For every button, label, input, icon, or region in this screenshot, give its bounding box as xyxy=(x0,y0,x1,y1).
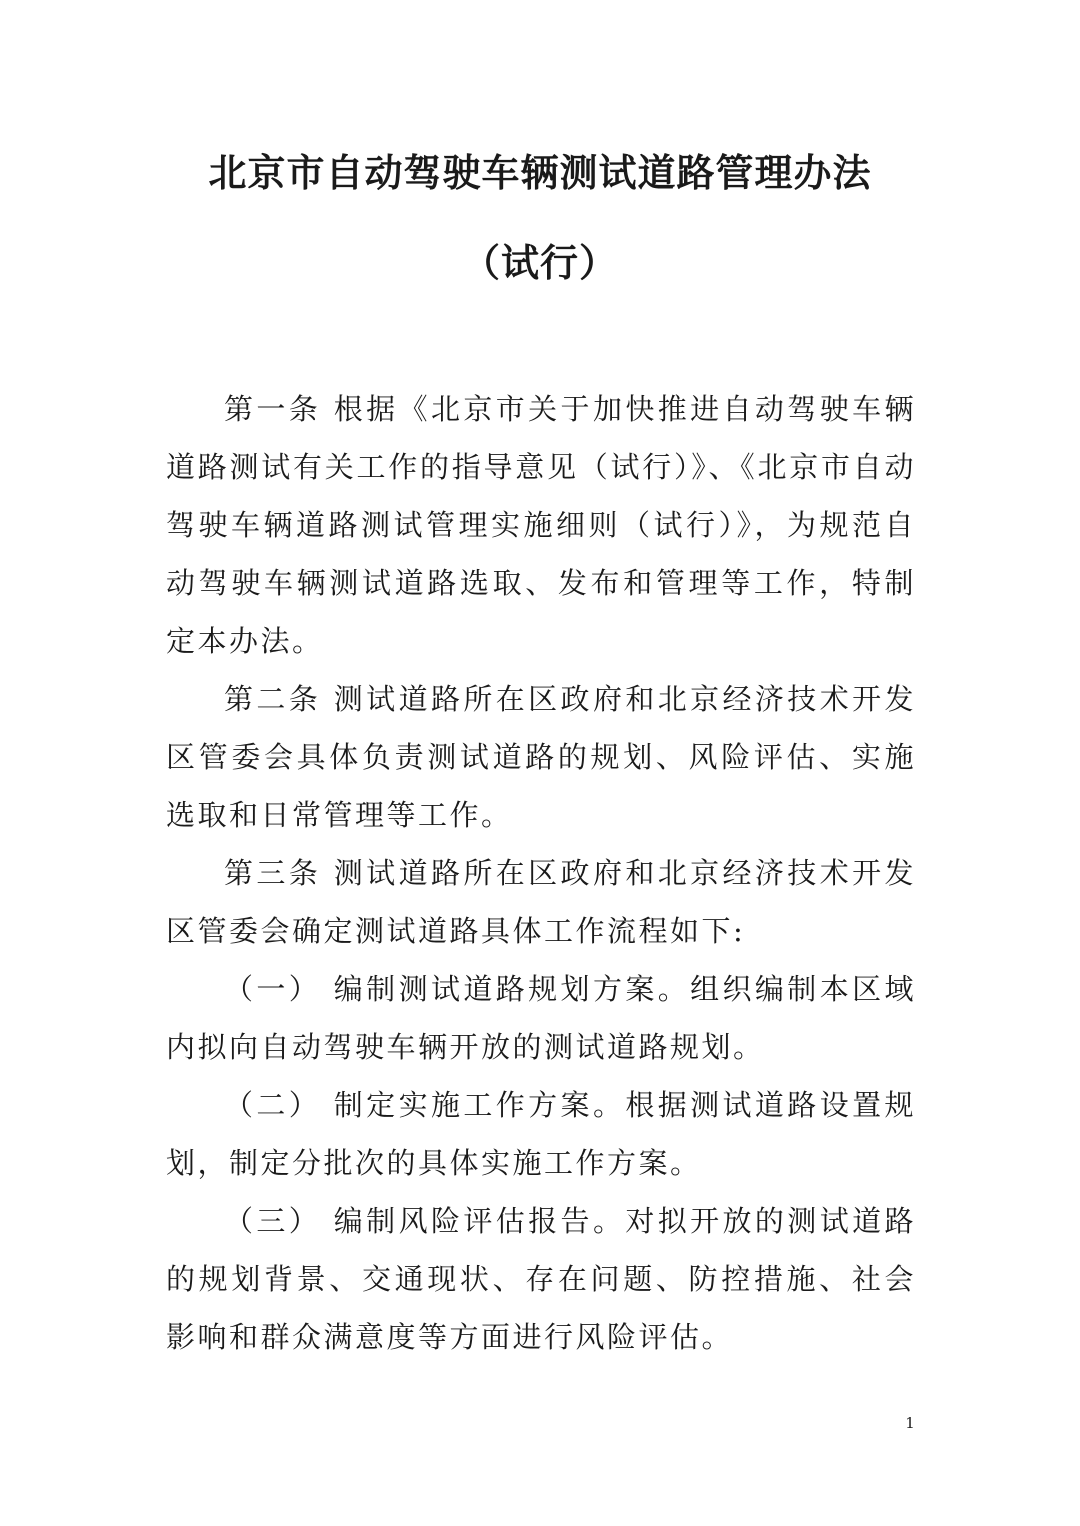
paragraph-item-2: （二） 制定实施工作方案。根据测试道路设置规划，制定分批次的具体实施工作方案。 xyxy=(166,1088,916,1180)
document-title: 北京市自动驾驶车辆测试道路管理办法 xyxy=(208,151,872,195)
document-body xyxy=(166,380,916,1366)
paragraph-article-2: 第二条 测试道路所在区政府和北京经济技术开发区管委会具体负责测试道路的规划、风险评估、实施选取和日常管理等工作。 xyxy=(166,682,916,832)
document-subtitle: （试行） xyxy=(461,241,618,285)
page-number: 1 xyxy=(905,1414,915,1432)
paragraph-article-1: 第一条 根据《北京市关于加快推进自动驾驶车辆道路测试有关工作的指导意见（试行）》、《北京市自动驾驶车辆道路测试管理实施细则（试行）》，为规范自动驾驶车辆测试道路选取、发布和管理等工作，特制定本办法。 xyxy=(166,392,916,658)
paragraph-article-3: 第三条 测试道路所在区政府和北京经济技术开发区管委会确定测试道路具体工作流程如下: xyxy=(166,856,916,948)
paragraph-item-1: （一） 编制测试道路规划方案。组织编制本区域内拟向自动驾驶车辆开放的测试道路规划。 xyxy=(166,972,916,1064)
paragraph-item-3: （三） 编制风险评估报告。对拟开放的测试道路的规划背景、交通现状、存在问题、防控措施、社会影响和群众满意度等方面进行风险评估。 xyxy=(166,1204,916,1354)
